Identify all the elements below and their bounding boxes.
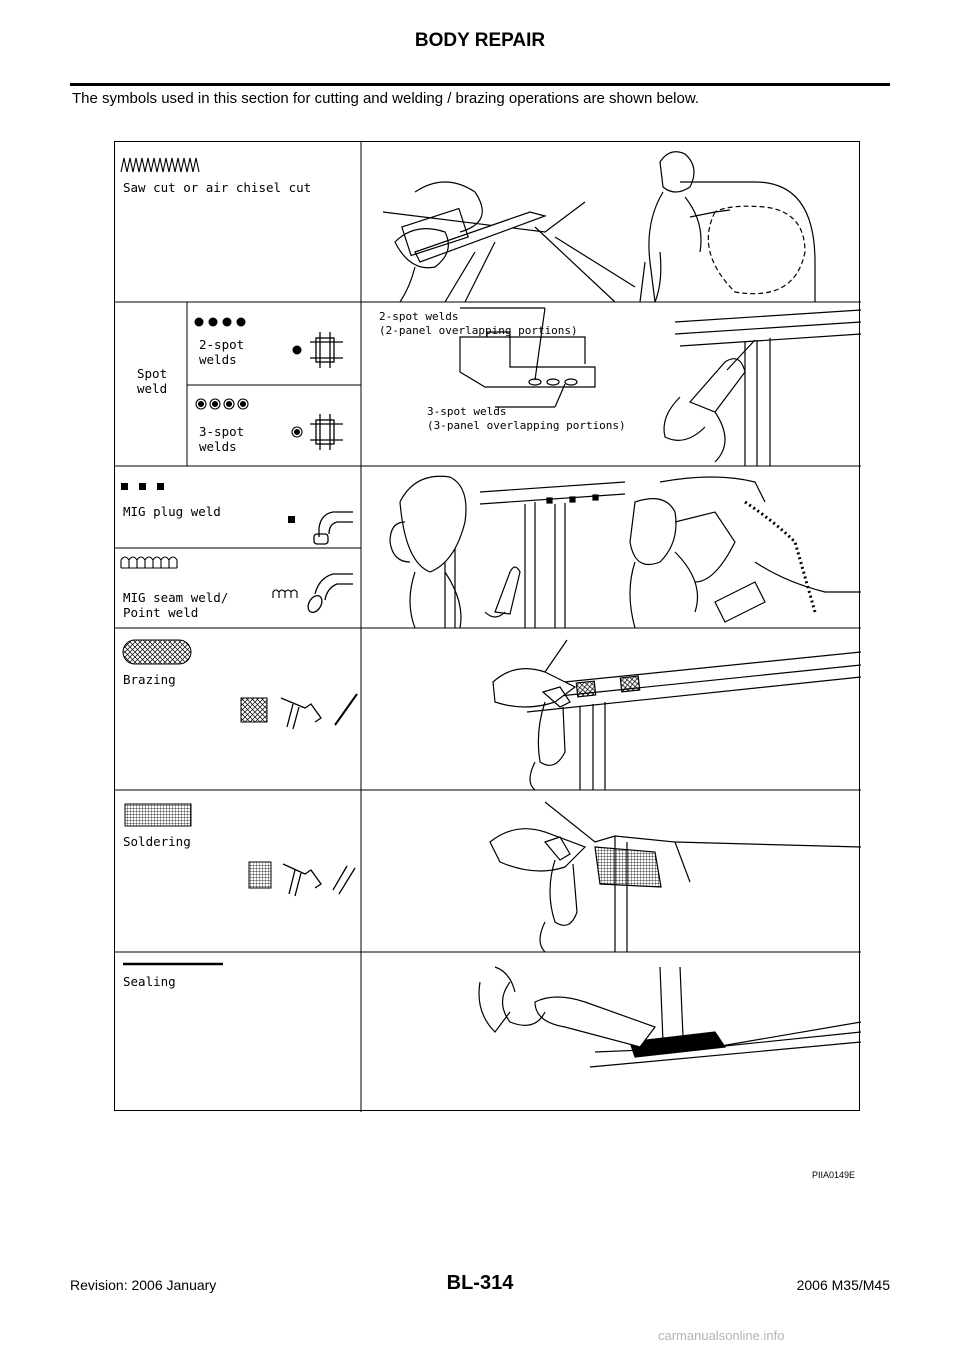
footer-revision: Revision: 2006 January (70, 1277, 217, 1293)
brazing-torch-icon (281, 694, 357, 729)
mig-plug-label: MIG plug weld (123, 504, 221, 519)
header-rule (70, 83, 890, 86)
three-spot-label-line1: 3-spot (199, 424, 245, 439)
two-spot-label-line2: welds (199, 352, 237, 367)
mig-seam-label-line1: MIG seam weld/ (123, 590, 229, 605)
brazing-illustration (493, 640, 861, 790)
footer-model: 2006 M35/M45 (796, 1277, 890, 1293)
soldering-illustration (490, 802, 861, 952)
brazing-label: Brazing (123, 672, 176, 687)
page-header-title: BODY REPAIR (414, 30, 546, 51)
figure-id: PIIA0149E (812, 1170, 856, 1180)
figure-drawing (115, 142, 861, 1112)
saw-cut-symbol (121, 158, 199, 172)
footer-page-number: BL-314 (446, 1272, 514, 1294)
three-spot-label-line2: welds (199, 439, 237, 454)
spot-weld-label-line2: weld (137, 381, 168, 396)
soldering-torch-icon (283, 864, 355, 896)
saw-cut-illustration (383, 152, 815, 302)
intro-text: The symbols used in this section for cutting and welding / brazing operations are shown below. (72, 90, 700, 107)
two-spot-label-line1: 2-spot (199, 337, 245, 352)
saw-cut-label: Saw cut or air chisel cut (123, 180, 312, 195)
callout-two-spot-line2: (2-panel overlapping portions) (379, 324, 578, 337)
mig-weld-illustration (390, 476, 861, 628)
mig-seam-torch-icon (305, 574, 353, 615)
watermark: carmanualsonline.info (658, 1328, 785, 1343)
sealing-illustration (479, 967, 861, 1067)
soldering-label: Soldering (123, 834, 191, 849)
callout-two-spot-line1: 2-spot welds (379, 310, 459, 323)
callout-three-spot-line2: (3-panel overlapping portions) (427, 419, 626, 432)
sealing-label: Sealing (123, 974, 176, 989)
two-spot-clamp-icon (310, 332, 343, 368)
mig-plug-torch-icon (314, 512, 353, 544)
spot-weld-label-line1: Spot (137, 366, 168, 381)
welding-symbols-figure (114, 141, 860, 1111)
three-spot-clamp-icon (310, 414, 343, 450)
callout-three-spot-line1: 3-spot welds (427, 405, 507, 418)
mig-seam-label-line2: Point weld (123, 605, 199, 620)
